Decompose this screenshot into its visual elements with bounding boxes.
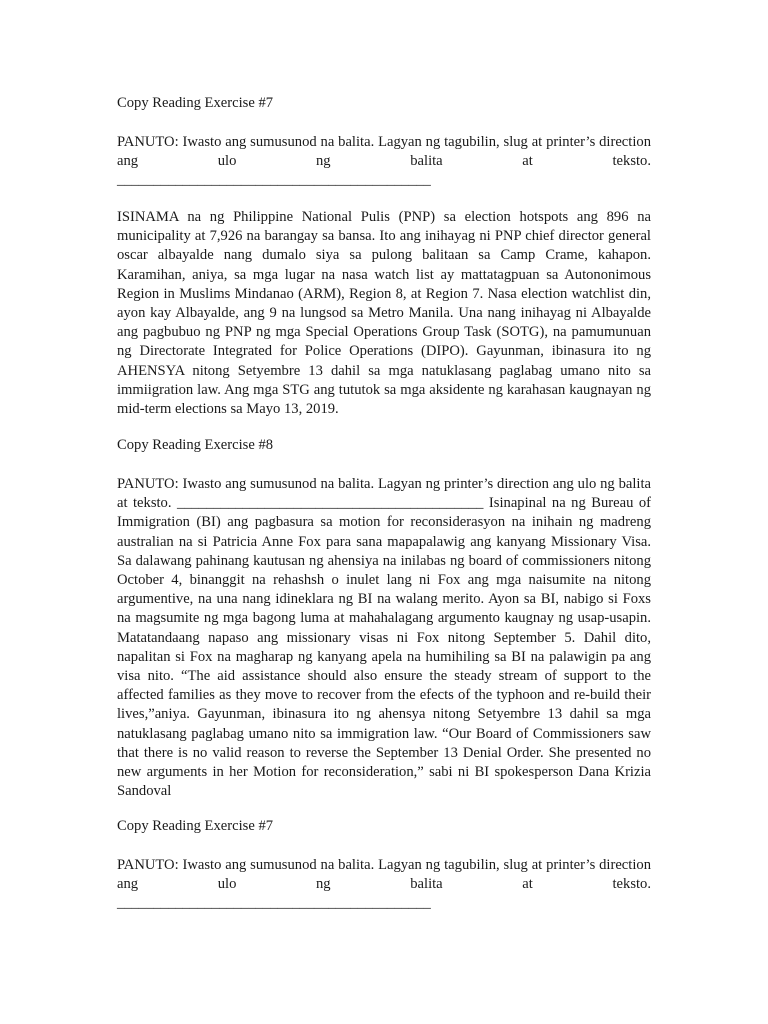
- section-2-title: Copy Reading Exercise #8: [117, 437, 274, 453]
- section-1-body: ISINAMA na ng Philippine National Pulis (PNP) sa election hotspots ang 896 na municipality at 7,926 na barangay sa bansa. Ito ang inihayag ni PNP chief director general oscar albayalde nang dumalo siya sa pulong balitaan sa Camp Crame, kahapon. Karamihan, aniya, sa mga lugar na nasa watch list ay mattatagpuan sa Autononimous Region in Muslims Mindanao (ARM), Region 8, at Region 7. Nasa election watchlist din, ayon kay Albayalde, ang 9 na lungsod sa Metro Manila. Una nang inihayag ni Albayalde ang pagbubuo ng PNP ng mga Special Operations Group Task (SOTG), na pamumunuan ng Directorate Integrated for Police Operations (DIPO). Gayunman, ibinasura ito ng AHENSYA nitong Setyembre 13 dahil sa mga natuklasang paglabag umano nito sa immiigration law. Ang mga STG ang tututok sa mga aksidente ng karahasan kaugnayan ng mid-term elections sa Mayo 13, 2019.: [117, 209, 651, 418]
- section-3-instruction-text: PANUTO: Iwasto ang sumusunod na balita. Lagyan ng tagubilin, slug at printer’s direction ang ulo ng balita at teksto.: [117, 857, 651, 893]
- section-1-instruction: [117, 133, 651, 171]
- section-2-underline: __________________________________________: [176, 495, 484, 512]
- section-3-instruction: [117, 856, 651, 894]
- section-1-title: Copy Reading Exercise #7: [117, 95, 274, 111]
- section-2-body: Isinapinal na ng Bureau of Immigration (BI) ang pagbasura sa motion for reconsiderasyon na inihain ng madreng australian na si Patricia Anne Fox para sana mapapalawig ang kanyang Missionary Visa. Sa dalawang pahinang kautusan ng ahensiya na inilabas ng board of commissioners nitong October 4, binanggit na rehashsh o inulet lang ni Fox ang mga naisumite na nitong argumentive, na una nang idineklara ng BI na walang merito. Ayon sa BI, nabigo si Foxs na magsumite ng mga bagong luma at mahahalagang argumento kaugnay ng usap-usapin. Matatandaang napaso ang missionary visas ni Fox nitong September 5. Dahil dito, napalitan si Fox na magharap ng kanyang apela na humihiling sa BI na palawigin pa ang visa nito. “The aid assistance should also ensure the steady stream of support to the affected families as they move to recover from the efects of the typhoon and re-build their lives,”aniya. Gayunman, ibinasura ito ng ahensya nitong Setyembre 13 dahil sa mga natuklasang paglabag umano nito sa immigration law. “Our Board of Commissioners saw that there is no valid reason to reverse the September 13 Denial Order. She presented no new arguments in her Motion for reconsideration,” sabi ni BI spokesperson Dana Krizia Sandoval: [117, 495, 651, 800]
- section-2-instruction: PANUTO: Iwasto ang sumusunod na balita. Lagyan ng printer’s direction ang ulo ng balita at teksto.: [117, 476, 651, 512]
- section-1-underline: ___________________________________________: [117, 172, 431, 188]
- section-3-title: Copy Reading Exercise #7: [117, 818, 274, 834]
- section-2-content: [117, 475, 651, 801]
- section-3-underline: ___________________________________________: [117, 895, 431, 911]
- section-1-instruction-text: PANUTO: Iwasto ang sumusunod na balita. Lagyan ng tagubilin, slug at printer’s direction ang ulo ng balita at teksto.: [117, 134, 651, 170]
